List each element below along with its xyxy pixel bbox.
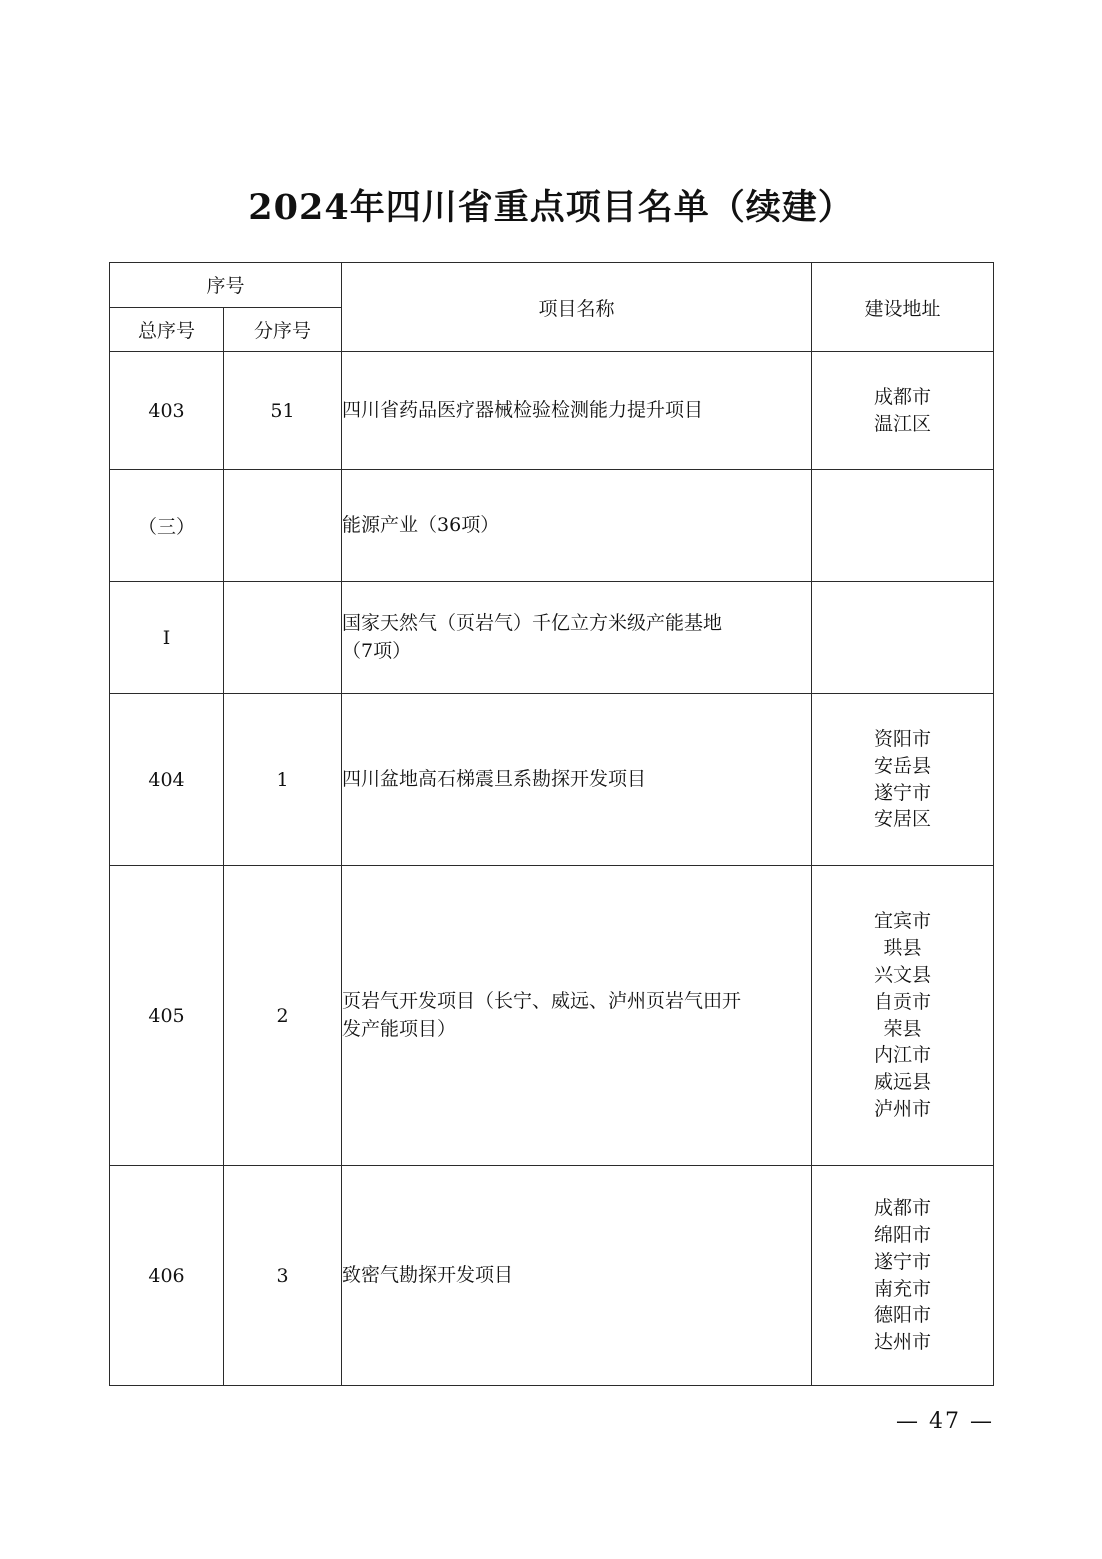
address-line: 荣县 bbox=[883, 1017, 922, 1040]
table-header-row-1 bbox=[110, 263, 994, 308]
cell-total-index: 403 bbox=[110, 352, 224, 470]
address-line: 珙县 bbox=[883, 936, 922, 959]
cell-address bbox=[812, 694, 994, 866]
cell-sub-index: 2 bbox=[224, 866, 342, 1166]
address-line: 成都市 bbox=[874, 385, 932, 408]
column-header-sub-index: 分序号 bbox=[224, 307, 342, 352]
project-name-line: 国家天然气（页岩气）千亿立方米级产能基地 bbox=[342, 611, 723, 634]
address-line: 资阳市 bbox=[874, 727, 932, 750]
cell-total-index: I bbox=[110, 582, 224, 694]
address-line: 南充市 bbox=[874, 1277, 932, 1300]
cell-address bbox=[812, 470, 994, 582]
column-header-project-name: 项目名称 bbox=[342, 263, 812, 352]
cell-project-name: 四川盆地高石梯震旦系勘探开发项目 bbox=[342, 694, 812, 866]
cell-address bbox=[812, 352, 994, 470]
table-body bbox=[110, 352, 994, 1386]
cell-total-index: （三） bbox=[110, 470, 224, 582]
address-line: 威远县 bbox=[874, 1071, 932, 1094]
cell-sub-index bbox=[224, 582, 342, 694]
column-header-address: 建设地址 bbox=[812, 263, 994, 352]
address-line: 安居区 bbox=[874, 808, 932, 831]
cell-total-index: 406 bbox=[110, 1166, 224, 1386]
cell-address bbox=[812, 1166, 994, 1386]
address-line: 遂宁市 bbox=[874, 1250, 932, 1273]
cell-total-index: 405 bbox=[110, 866, 224, 1166]
table-row bbox=[110, 470, 994, 582]
cell-address bbox=[812, 866, 994, 1166]
table-row bbox=[110, 352, 994, 470]
cell-sub-index: 3 bbox=[224, 1166, 342, 1386]
cell-project-name bbox=[342, 866, 812, 1166]
address-line: 绵阳市 bbox=[874, 1223, 932, 1246]
address-lines bbox=[812, 726, 993, 834]
page-title: 2024年四川省重点项目名单（续建） bbox=[248, 187, 854, 228]
project-name-lines bbox=[342, 988, 811, 1043]
address-lines bbox=[812, 1195, 993, 1357]
page-number: — 47 — bbox=[896, 1409, 994, 1434]
address-line: 温江区 bbox=[874, 412, 932, 435]
cell-sub-index bbox=[224, 470, 342, 582]
address-line: 安岳县 bbox=[874, 754, 932, 777]
table-row bbox=[110, 866, 994, 1166]
address-line: 自贡市 bbox=[874, 990, 932, 1013]
address-line: 兴文县 bbox=[874, 963, 932, 986]
address-line: 内江市 bbox=[874, 1044, 932, 1067]
project-name-line: （7项） bbox=[342, 639, 412, 662]
table-row bbox=[110, 1166, 994, 1386]
project-name-lines bbox=[342, 610, 811, 665]
address-line: 成都市 bbox=[874, 1196, 932, 1219]
cell-project-name bbox=[342, 582, 812, 694]
cell-sub-index: 51 bbox=[224, 352, 342, 470]
address-line: 遂宁市 bbox=[874, 781, 932, 804]
table-row bbox=[110, 582, 994, 694]
cell-project-name: 致密气勘探开发项目 bbox=[342, 1166, 812, 1386]
column-header-total-index: 总序号 bbox=[110, 307, 224, 352]
address-line: 宜宾市 bbox=[874, 909, 932, 932]
address-line: 泸州市 bbox=[874, 1098, 932, 1121]
cell-project-name: 能源产业（36项） bbox=[342, 470, 812, 582]
cell-address bbox=[812, 582, 994, 694]
project-table bbox=[109, 262, 994, 1386]
address-lines bbox=[812, 908, 993, 1124]
address-lines bbox=[812, 384, 993, 438]
project-name-line: 页岩气开发项目（长宁、威远、泸州页岩气田开 bbox=[342, 989, 742, 1012]
column-header-group-index: 序号 bbox=[110, 263, 342, 308]
project-table-container bbox=[109, 262, 993, 1386]
cell-total-index: 404 bbox=[110, 694, 224, 866]
table-header bbox=[110, 263, 994, 352]
cell-project-name: 四川省药品医疗器械检验检测能力提升项目 bbox=[342, 352, 812, 470]
project-name-line: 发产能项目） bbox=[342, 1017, 457, 1040]
table-row bbox=[110, 694, 994, 866]
cell-sub-index: 1 bbox=[224, 694, 342, 866]
address-line: 德阳市 bbox=[874, 1304, 932, 1327]
address-line: 达州市 bbox=[874, 1331, 932, 1354]
